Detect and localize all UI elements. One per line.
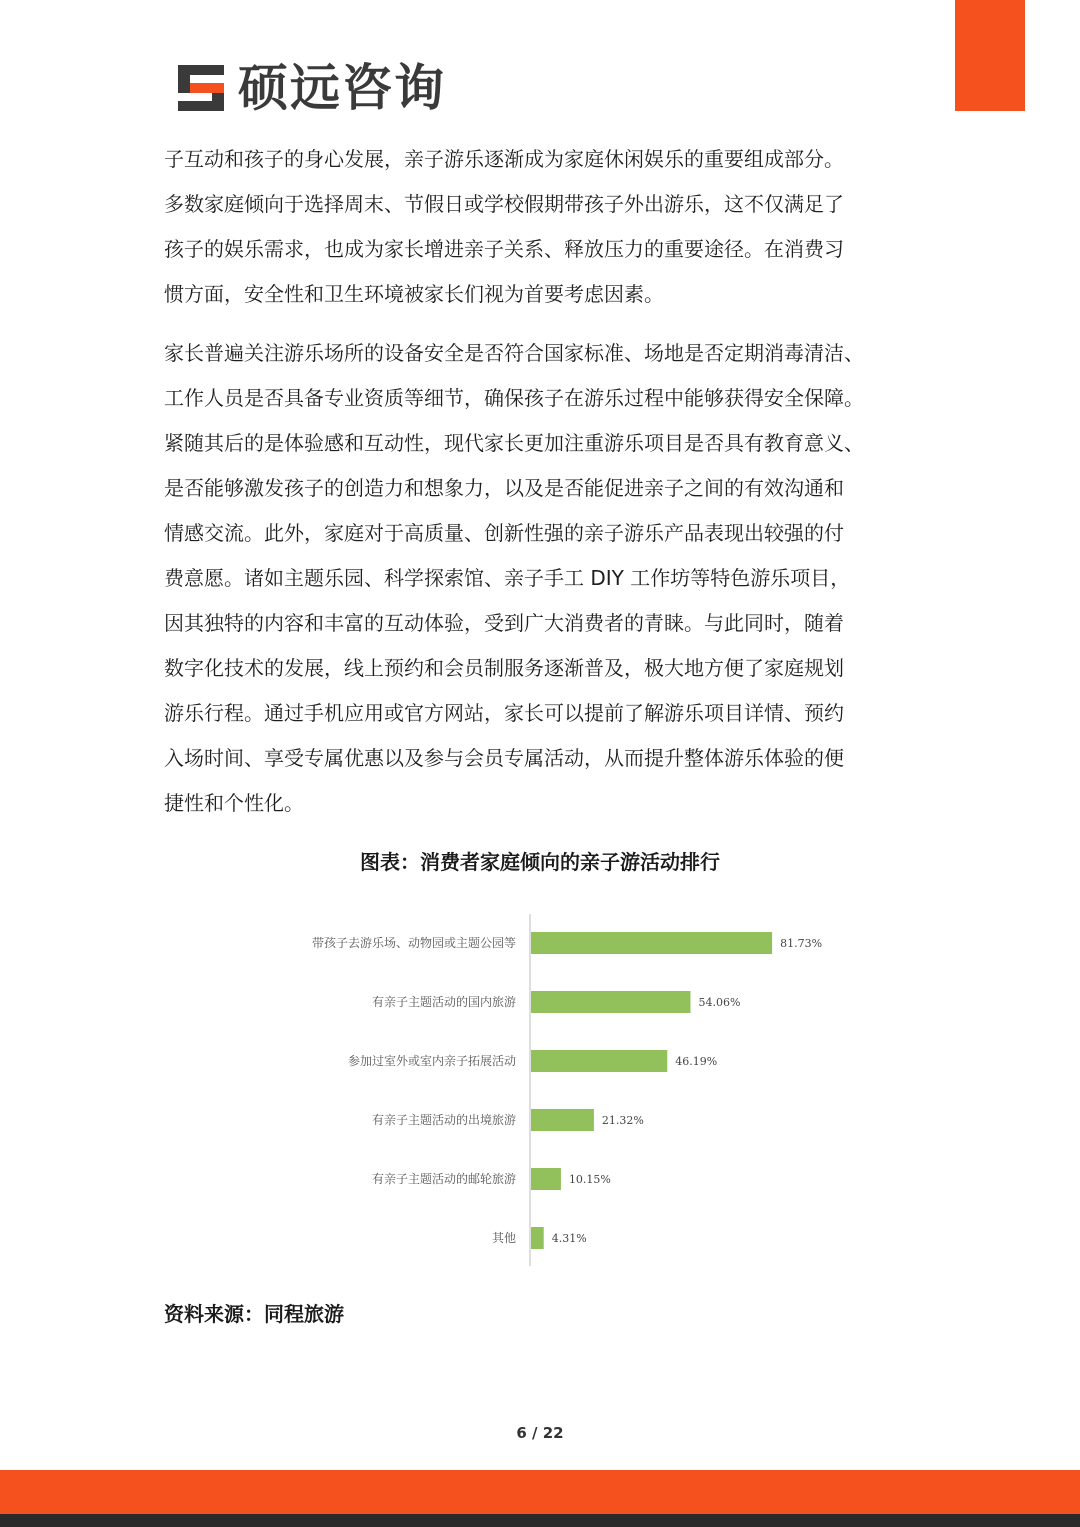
paragraph-1 xyxy=(164,137,924,317)
bar xyxy=(531,1227,544,1249)
corner-accent-block xyxy=(955,0,1025,111)
logo xyxy=(176,58,446,118)
text-line: 游乐行程。通过手机应用或官方网站，家长可以提前了解游乐项目详情、预约 xyxy=(164,701,844,725)
bar-chart xyxy=(270,910,830,1270)
text-line: 孩子的娱乐需求，也成为家长增进亲子关系、释放压力的重要途径。在消费习 xyxy=(164,237,844,261)
text-line: 紧随其后的是体验感和互动性，现代家长更加注重游乐项目是否具有教育意义、 xyxy=(164,431,864,455)
text-line: 惯方面，安全性和卫生环境被家长们视为首要考虑因素。 xyxy=(164,282,664,306)
logo-text: 硕远咨询 xyxy=(238,59,446,117)
category-label: 参加过室外或室内亲子拓展活动 xyxy=(347,1054,516,1068)
source-note: 资料来源：同程旅游 xyxy=(164,1302,344,1326)
value-label: 46.19% xyxy=(675,1055,718,1068)
text-line: 是否能够激发孩子的创造力和想象力，以及是否能促进亲子之间的有效沟通和 xyxy=(164,476,844,500)
logo-mark-icon xyxy=(176,63,228,113)
bar xyxy=(531,1168,561,1190)
category-label: 带孩子去游乐场、动物园或主题公园等 xyxy=(311,936,516,950)
category-label: 有亲子主题活动的出境旅游 xyxy=(371,1113,516,1127)
text-line: 家长普遍关注游乐场所的设备安全是否符合国家标准、场地是否定期消毒清洁、 xyxy=(164,341,864,365)
text-line: 数字化技术的发展，线上预约和会员制服务逐渐普及，极大地方便了家庭规划 xyxy=(164,656,844,680)
footer-strip xyxy=(0,1514,1080,1527)
chart-title: 图表：消费者家庭倾向的亲子游活动排行 xyxy=(360,850,720,874)
value-label: 54.06% xyxy=(698,996,741,1009)
category-label: 有亲子主题活动的邮轮旅游 xyxy=(371,1172,516,1186)
value-label: 21.32% xyxy=(601,1114,644,1127)
value-label: 81.73% xyxy=(780,937,823,950)
text-line: 情感交流。此外，家庭对于高质量、创新性强的亲子游乐产品表现出较强的付 xyxy=(164,521,844,545)
bar xyxy=(531,932,772,954)
footer-band xyxy=(0,1470,1080,1514)
value-label: 4.31% xyxy=(551,1232,587,1245)
text-line: 多数家庭倾向于选择周末、节假日或学校假期带孩子外出游乐，这不仅满足了 xyxy=(164,192,844,216)
text-line: 子互动和孩子的身心发展，亲子游乐逐渐成为家庭休闲娱乐的重要组成部分。 xyxy=(164,147,844,171)
text-line: 入场时间、享受专属优惠以及参与会员专属活动，从而提升整体游乐体验的便 xyxy=(164,746,844,770)
text-line: 因其独特的内容和丰富的互动体验，受到广大消费者的青睐。与此同时，随着 xyxy=(164,611,844,635)
paragraph-2 xyxy=(164,331,924,826)
text-line: 费意愿。诸如主题乐园、科学探索馆、亲子手工 DIY 工作坊等特色游乐项目， xyxy=(164,566,851,590)
category-label: 有亲子主题活动的国内旅游 xyxy=(371,995,516,1009)
bar xyxy=(531,1050,667,1072)
bar xyxy=(531,991,690,1013)
value-label: 10.15% xyxy=(568,1173,611,1186)
text-line: 工作人员是否具备专业资质等细节，确保孩子在游乐过程中能够获得安全保障。 xyxy=(164,386,864,410)
category-label: 其他 xyxy=(491,1231,516,1245)
page-number: 6 / 22 xyxy=(516,1424,564,1442)
bar xyxy=(531,1109,594,1131)
text-line: 捷性和个性化。 xyxy=(164,791,304,815)
